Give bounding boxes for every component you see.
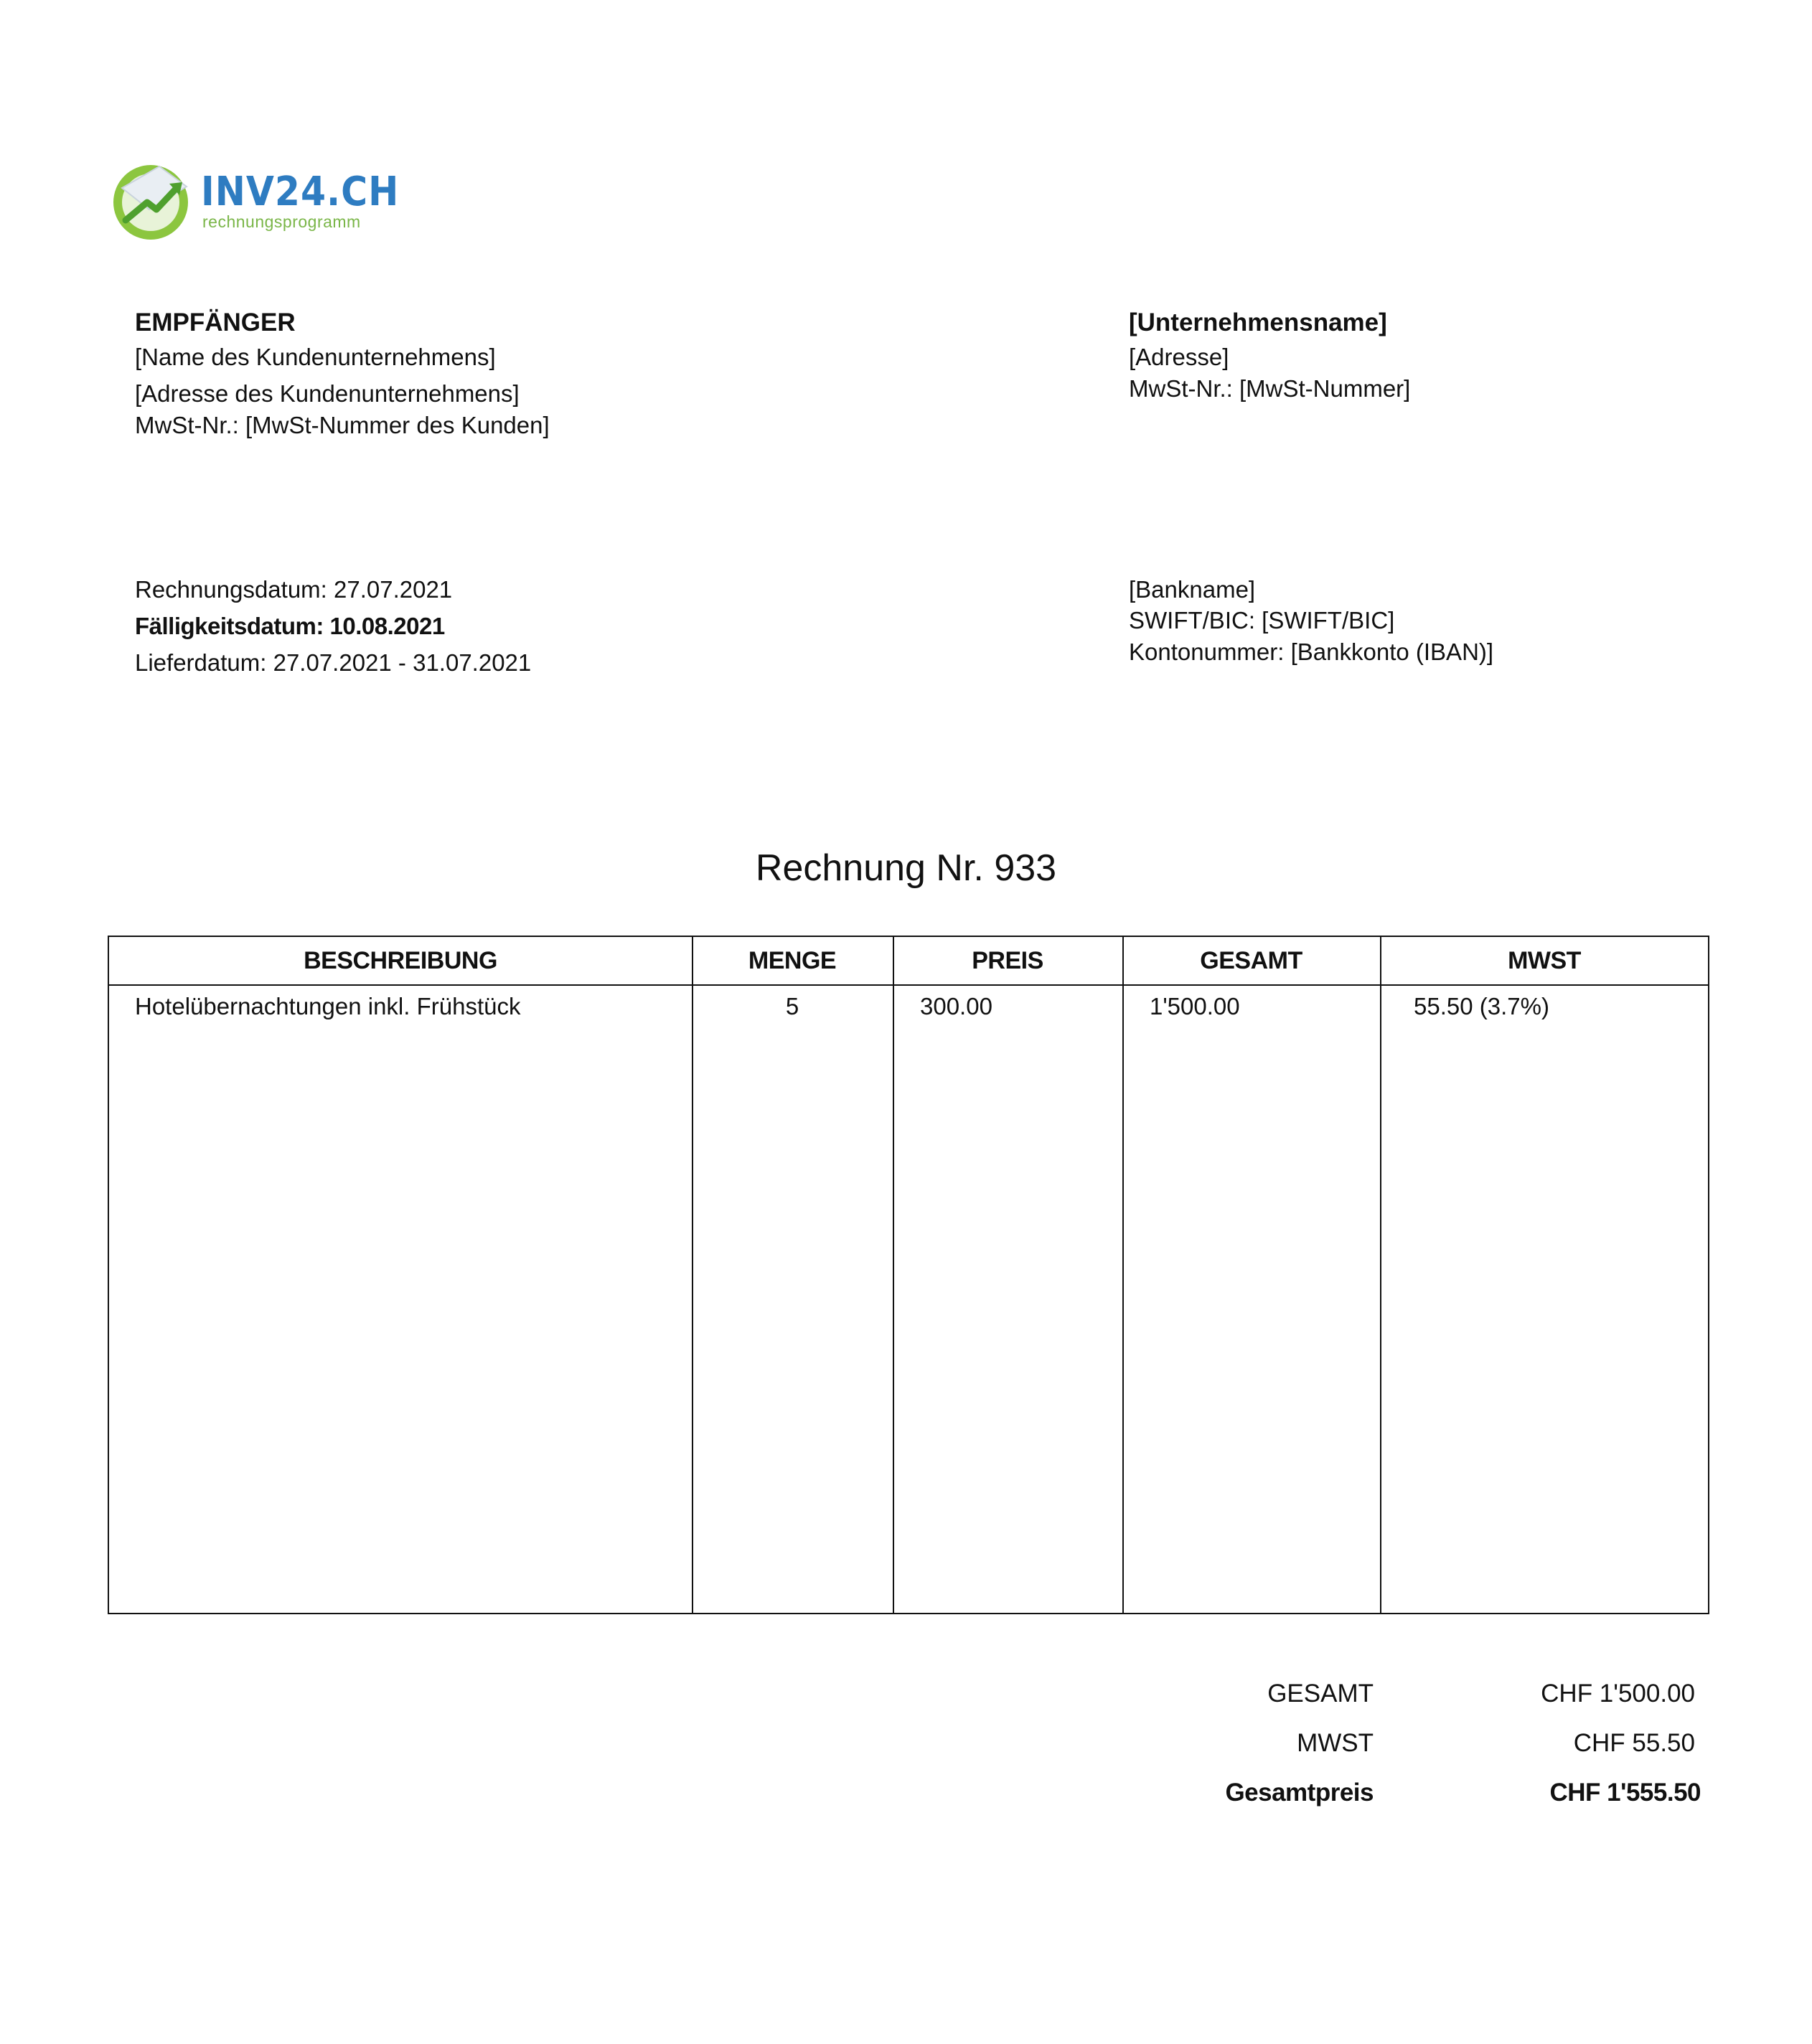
column-header-vat: MWST — [1508, 946, 1581, 974]
column-header-total: GESAMT — [1200, 946, 1302, 974]
logo-tagline: rechnungsprogramm — [202, 212, 361, 231]
cell-vat: 55.50 (3.7%) — [1414, 993, 1549, 1019]
column-header-quantity: MENGE — [748, 946, 837, 974]
logo-brand-text: INV24.CH — [201, 169, 400, 215]
column-header-price: PREIS — [972, 946, 1043, 974]
recipient-address: [Adresse des Kundenunternehmens] — [135, 380, 520, 407]
sender-address: [Adresse] — [1129, 344, 1229, 370]
invoice-title: Rechnung Nr. 933 — [755, 847, 1057, 889]
summary-vat-label: MWST — [1297, 1729, 1374, 1757]
recipient-heading: EMPFÄNGER — [135, 309, 296, 336]
sender-vat: MwSt-Nr.: [MwSt-Nummer] — [1129, 375, 1411, 402]
due-date: Fälligkeitsdatum: 10.08.2021 — [135, 613, 445, 639]
summary-grand-total-label: Gesamtpreis — [1225, 1779, 1374, 1807]
table-column-divider — [1380, 937, 1381, 1613]
recipient-vat: MwSt-Nr.: [MwSt-Nummer des Kunden] — [135, 412, 550, 438]
summary-total-label: GESAMT — [1267, 1680, 1374, 1708]
table-column-divider — [1122, 937, 1124, 1613]
recipient-name: [Name des Kundenunternehmens] — [135, 344, 496, 370]
bank-account: Kontonummer: [Bankkonto (IBAN)] — [1129, 639, 1494, 665]
cell-price: 300.00 — [920, 993, 992, 1019]
table-column-divider — [893, 937, 894, 1613]
invoice-date: Rechnungsdatum: 27.07.2021 — [135, 576, 453, 603]
items-table — [108, 936, 1709, 1614]
summary-grand-total-value: CHF 1'555.50 — [1549, 1779, 1701, 1807]
cell-total: 1'500.00 — [1150, 993, 1240, 1019]
cell-description: Hotelübernachtungen inkl. Frühstück — [135, 993, 521, 1019]
table-header-divider — [109, 984, 1708, 986]
cell-quantity: 5 — [785, 993, 799, 1019]
delivery-date: Lieferdatum: 27.07.2021 - 31.07.2021 — [135, 649, 532, 676]
summary-vat-value: CHF 55.50 — [1573, 1729, 1695, 1757]
sender-company: [Unternehmensname] — [1129, 309, 1387, 336]
table-column-divider — [692, 937, 693, 1613]
summary-total-value: CHF 1'500.00 — [1541, 1680, 1695, 1708]
column-header-description: BESCHREIBUNG — [304, 946, 497, 974]
bank-name: [Bankname] — [1129, 576, 1256, 603]
bank-swift: SWIFT/BIC: [SWIFT/BIC] — [1129, 607, 1395, 634]
